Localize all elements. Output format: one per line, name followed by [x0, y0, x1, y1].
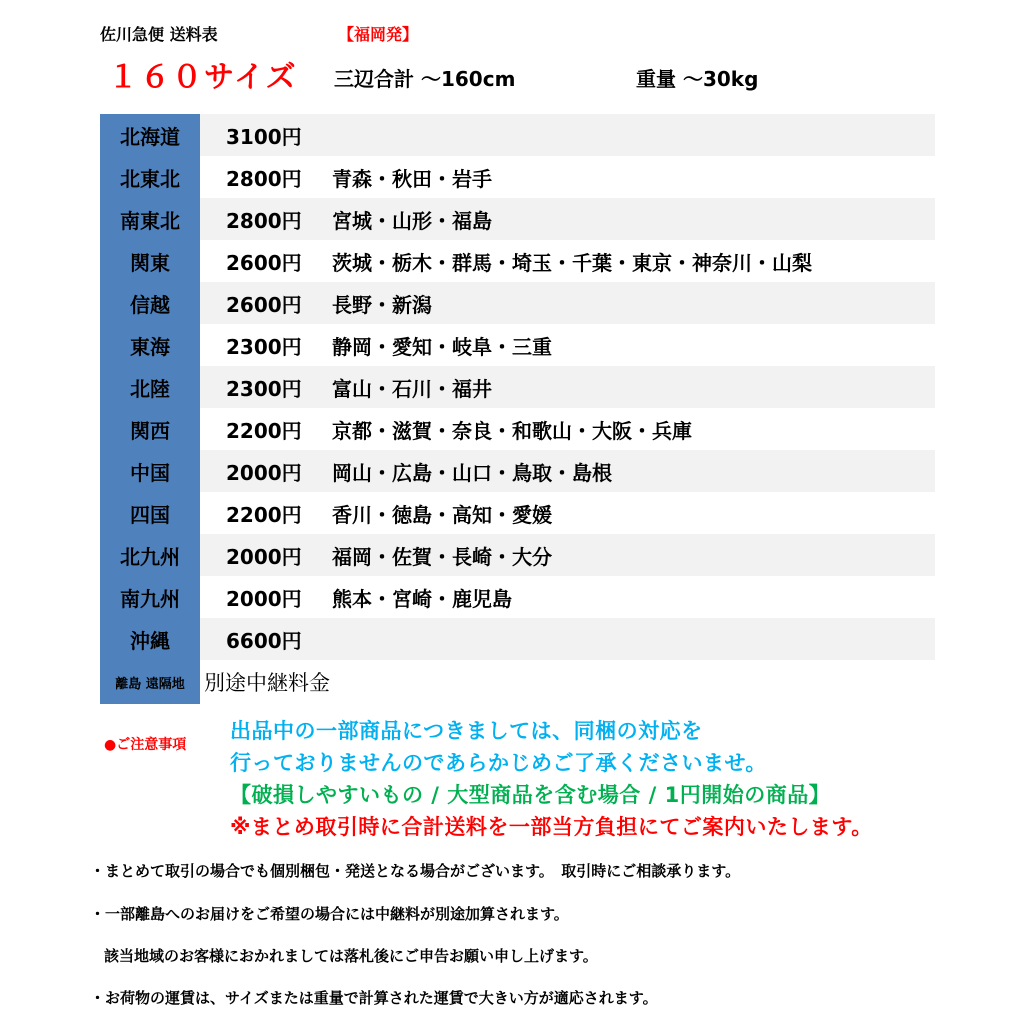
- region-price: 2800円: [226, 208, 302, 233]
- region-prefectures: 茨城・栃木・群馬・埼玉・千葉・東京・神奈川・山梨: [332, 250, 812, 275]
- rate-row-kita-kyushu: [100, 534, 935, 576]
- region-name: 南九州: [100, 576, 200, 618]
- region-name: 関西: [100, 408, 200, 450]
- region-price: 6600円: [226, 628, 302, 653]
- region-prefectures: 福岡・佐賀・長崎・大分: [332, 544, 552, 569]
- region-name: 離島 遠隔地: [100, 660, 200, 704]
- footnote: 該当地域のお客様におかれましては落札後にご申告お願い申し上げます。: [104, 947, 598, 965]
- region-name: 北海道: [100, 114, 200, 156]
- weight-limit: 重量 ～30kg: [636, 67, 759, 91]
- region-price: 3100円: [226, 124, 302, 149]
- region-price: 2000円: [226, 544, 302, 569]
- region-price: 2200円: [226, 418, 302, 443]
- footnote: ・お荷物の運賃は、サイズまたは重量で計算された運賃で大きい方が適応されます。: [90, 989, 658, 1007]
- rate-row-kansai: [100, 408, 935, 450]
- region-prefectures: 熊本・宮崎・鹿児島: [332, 586, 512, 611]
- rate-row-kita-tohoku: [100, 156, 935, 198]
- region-prefectures: 京都・滋賀・奈良・和歌山・大阪・兵庫: [332, 418, 692, 443]
- region-name: 北東北: [100, 156, 200, 198]
- region-name: 四国: [100, 492, 200, 534]
- size-heading: １６０サイズ: [108, 60, 298, 95]
- shipping-rate-table: [100, 114, 935, 704]
- company-title: 佐川急便 送料表: [100, 25, 218, 44]
- rate-row-remote: [100, 660, 935, 704]
- region-price: 2800円: [226, 166, 302, 191]
- region-name: 信越: [100, 282, 200, 324]
- region-prefectures: 岡山・広島・山口・鳥取・島根: [332, 460, 612, 485]
- region-prefectures: 宮城・山形・福島: [332, 208, 492, 233]
- rate-row-minami-kyushu: [100, 576, 935, 618]
- region-name: 南東北: [100, 198, 200, 240]
- region-name: 北陸: [100, 366, 200, 408]
- notice-line: 行っておりませんのであらかじめご了承くださいませ。: [230, 751, 767, 775]
- region-prefectures: 静岡・愛知・岐阜・三重: [332, 334, 552, 359]
- region-name: 北九州: [100, 534, 200, 576]
- region-price: 2300円: [226, 334, 302, 359]
- footnote: ・まとめて取引の場合でも個別梱包・発送となる場合がございます。 取引時にご相談承ります。: [90, 862, 741, 880]
- rate-row-minami-tohoku: [100, 198, 935, 240]
- region-prefectures: 青森・秋田・岩手: [332, 166, 492, 191]
- region-prefectures: 富山・石川・福井: [332, 376, 492, 401]
- region-prefectures: 長野・新潟: [332, 292, 432, 317]
- region-price: 2600円: [226, 250, 302, 275]
- rate-row-okinawa: [100, 618, 935, 660]
- region-name: 沖縄: [100, 618, 200, 660]
- region-name: 中国: [100, 450, 200, 492]
- region-name: 東海: [100, 324, 200, 366]
- region-name: 関東: [100, 240, 200, 282]
- region-price: 2300円: [226, 376, 302, 401]
- region-price: 2600円: [226, 292, 302, 317]
- notice-line: 出品中の一部商品につきましては、同梱の対応を: [230, 719, 703, 743]
- dimensions-limit: 三辺合計 ～160cm: [334, 67, 516, 91]
- rate-row-hokuriku: [100, 366, 935, 408]
- region-price: 別途中継料金: [204, 671, 330, 695]
- rate-row-shikoku: [100, 492, 935, 534]
- region-price: 2000円: [226, 460, 302, 485]
- origin-label: 【福岡発】: [338, 25, 419, 44]
- region-price: 2200円: [226, 502, 302, 527]
- rate-row-chugoku: [100, 450, 935, 492]
- rate-row-shinetsu: [100, 282, 935, 324]
- footnote: ・一部離島へのお届けをご希望の場合には中継料が別途加算されます。: [90, 905, 569, 923]
- rate-row-hokkaido: [100, 114, 935, 156]
- region-price: 2000円: [226, 586, 302, 611]
- rate-row-kanto: [100, 240, 935, 282]
- notice-line: 【破損しやすいもの / 大型商品を含む場合 / 1円開始の商品】: [230, 783, 831, 807]
- notice-label: ●ご注意事項: [104, 737, 187, 753]
- notice-line: ※まとめ取引時に合計送料を一部当方負担にてご案内いたします。: [230, 815, 873, 839]
- region-prefectures: 香川・徳島・高知・愛媛: [332, 502, 552, 527]
- rate-row-tokai: [100, 324, 935, 366]
